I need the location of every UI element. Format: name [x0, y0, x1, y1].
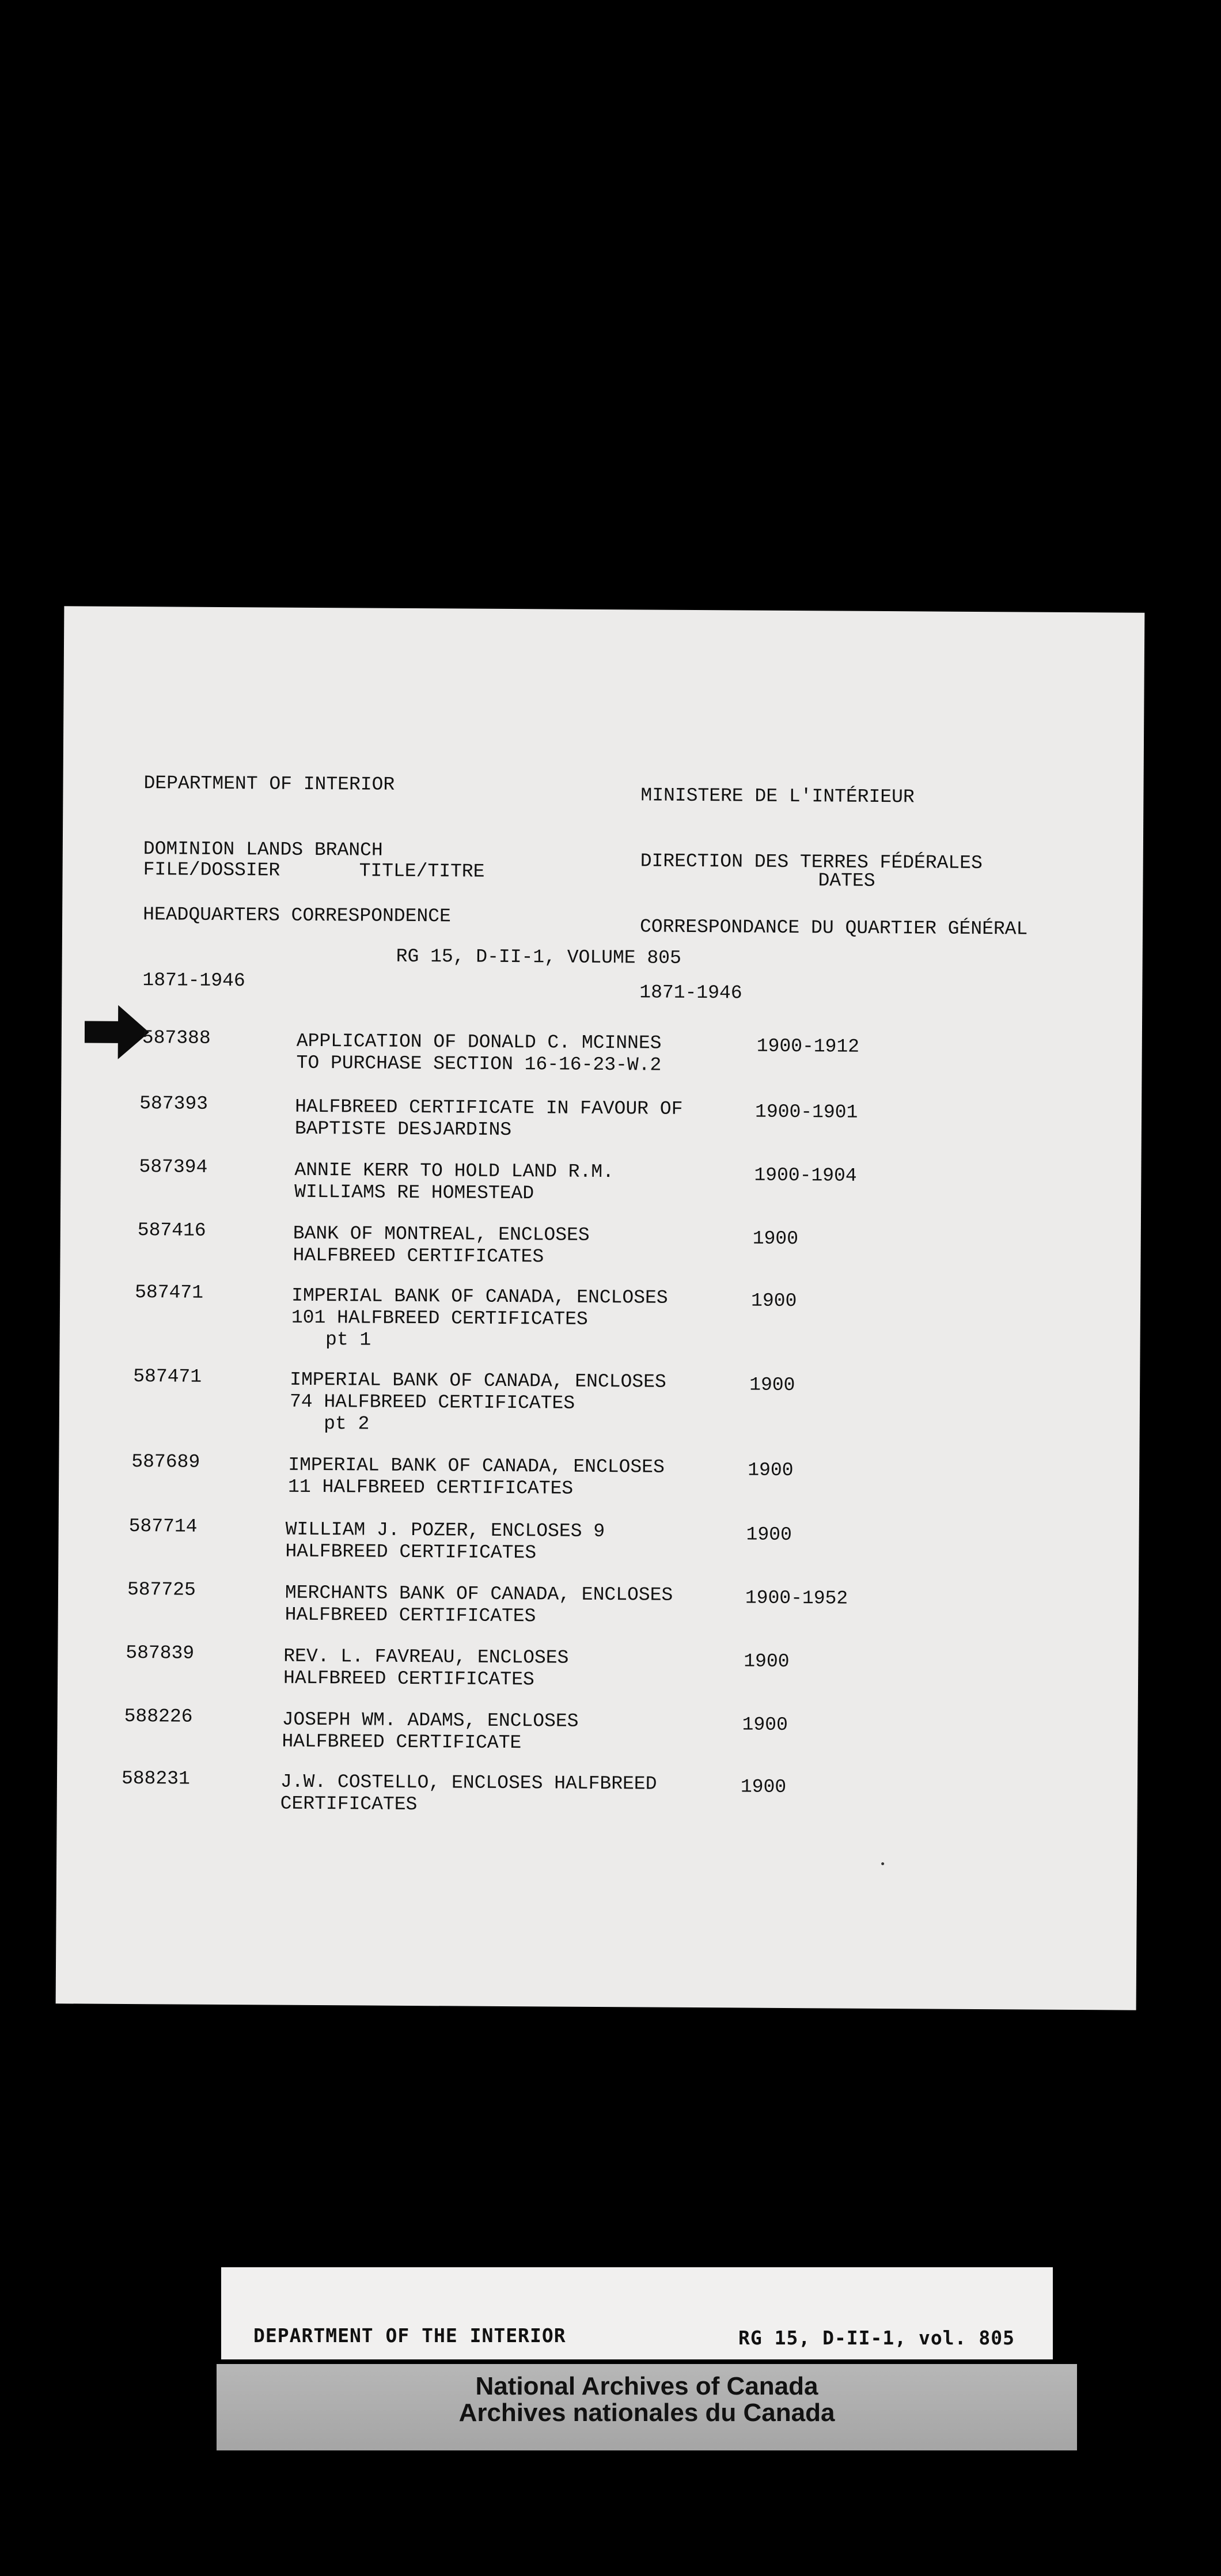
- file-title-line: HALFBREED CERTIFICATE: [282, 1730, 522, 1754]
- file-dates: 1900: [748, 1459, 794, 1482]
- file-dates: 1900: [752, 1228, 799, 1250]
- file-dates: 1900: [746, 1524, 792, 1546]
- file-title-line: HALFBREED CERTIFICATE IN FAVOUR OF: [295, 1096, 683, 1120]
- file-title-line: HALFBREED CERTIFICATES: [283, 1667, 534, 1691]
- file-title-line: IMPERIAL BANK OF CANADA, ENCLOSES: [290, 1369, 666, 1393]
- column-header-file: FILE/DOSSIER: [143, 859, 280, 881]
- file-title-line: BANK OF MONTREAL, ENCLOSES: [293, 1222, 590, 1246]
- file-number: 587394: [139, 1156, 208, 1178]
- file-entry: [58, 1642, 1138, 1691]
- file-title-line: MERCHANTS BANK OF CANADA, ENCLOSES: [285, 1582, 673, 1606]
- header-right-line: DIRECTION DES TERRES FÉDÉRALES: [640, 850, 983, 874]
- file-title: [294, 1160, 614, 1205]
- file-title-line: 101 HALFBREED CERTIFICATES: [291, 1306, 588, 1330]
- file-number: 587839: [126, 1642, 195, 1664]
- file-number: 587393: [139, 1093, 208, 1115]
- file-entry: [59, 1365, 1140, 1435]
- header-right-line: MINISTERE DE L'INTÉRIEUR: [640, 785, 915, 808]
- file-number: 587471: [133, 1366, 202, 1388]
- file-number: 588231: [121, 1767, 190, 1790]
- file-entry: [57, 1767, 1137, 1816]
- file-dates: 1900-1901: [754, 1101, 858, 1123]
- header-left-line: DEPARTMENT OF INTERIOR: [143, 772, 395, 795]
- file-title-line: HALFBREED CERTIFICATES: [293, 1244, 544, 1268]
- file-title: [291, 1285, 668, 1353]
- file-number: 587471: [135, 1282, 204, 1304]
- file-title-line: TO PURCHASE SECTION 16-16-23-W.2: [296, 1052, 662, 1076]
- archive-name-en: National Archives of Canada: [475, 2372, 818, 2400]
- file-dates: 1900-1952: [745, 1587, 848, 1609]
- file-entry: [60, 1281, 1140, 1351]
- file-dates: 1900: [740, 1776, 787, 1798]
- file-dates: 1900-1912: [756, 1035, 860, 1058]
- file-entry: [59, 1450, 1139, 1499]
- file-title: [293, 1223, 589, 1268]
- header-left: [142, 729, 452, 1037]
- file-dates: 1900: [749, 1374, 795, 1396]
- file-title: [280, 1771, 657, 1817]
- file-title-line: WILLIAMS RE HOMESTEAD: [294, 1181, 534, 1204]
- file-title: [283, 1646, 569, 1691]
- document-sheet: [56, 606, 1145, 2010]
- file-title-line: IMPERIAL BANK OF CANADA, ENCLOSES: [291, 1285, 668, 1309]
- file-number: 588226: [124, 1705, 193, 1728]
- header-right-line: CORRESPONDANCE DU QUARTIER GÉNÉRAL: [639, 916, 1028, 940]
- file-dates: 1900: [750, 1290, 797, 1312]
- file-title: [296, 1031, 661, 1077]
- archive-name: [217, 2373, 1077, 2426]
- file-title-line: J.W. COSTELLO, ENCLOSES HALFBREED: [280, 1771, 657, 1795]
- volume-heading: RG 15, D-II-1, VOLUME 805: [396, 945, 681, 969]
- file-title: [295, 1096, 683, 1142]
- pointer-arrow-icon: [85, 1005, 150, 1060]
- header-right-line: 1871-1946: [639, 982, 742, 1004]
- file-number: 587388: [142, 1027, 211, 1049]
- file-entry: [59, 1515, 1139, 1564]
- file-title-line: HALFBREED CERTIFICATES: [285, 1604, 536, 1627]
- file-title-line: BAPTISTE DESJARDINS: [294, 1117, 512, 1141]
- archive-name-fr: Archives nationales du Canada: [458, 2399, 835, 2427]
- file-title-line: ANNIE KERR TO HOLD LAND R.M.: [294, 1159, 615, 1183]
- target-label-line: DEPARTMENT OF THE INTERIOR: [253, 2324, 566, 2347]
- file-entry: [58, 1578, 1139, 1627]
- speck: [881, 1862, 884, 1865]
- archive-target-label: [221, 2267, 1053, 2359]
- file-dates: 1900: [744, 1650, 790, 1673]
- column-header-title: TITLE/TITRE: [359, 860, 485, 882]
- file-dates: 1900-1904: [754, 1164, 857, 1187]
- file-title-line: HALFBREED CERTIFICATES: [285, 1540, 537, 1564]
- file-title-line: pt 1: [291, 1328, 371, 1351]
- file-title: [290, 1369, 666, 1437]
- file-entry: [61, 1156, 1142, 1204]
- file-entry: [60, 1219, 1141, 1268]
- file-title-line: IMPERIAL BANK OF CANADA, ENCLOSES: [288, 1454, 665, 1478]
- file-title: [282, 1709, 578, 1755]
- file-entry: [58, 1705, 1138, 1754]
- header-left-line: HEADQUARTERS CORRESPONDENCE: [143, 904, 451, 927]
- header-right: [639, 741, 1029, 1050]
- file-number: 587714: [128, 1516, 198, 1537]
- file-entry: [61, 1092, 1142, 1141]
- file-title-line: 74 HALFBREED CERTIFICATES: [289, 1391, 575, 1414]
- file-title: [285, 1519, 605, 1564]
- file-title-line: pt 2: [289, 1412, 370, 1435]
- header-left-line: 1871-1946: [142, 969, 245, 992]
- file-number: 587725: [127, 1578, 196, 1601]
- column-header-dates: DATES: [818, 870, 875, 892]
- header-left-line: DOMINION LANDS BRANCH: [143, 838, 383, 861]
- file-title-line: 11 HALFBREED CERTIFICATES: [287, 1476, 574, 1499]
- target-label-line: RG 15, D-II-1, vol. 805: [738, 2327, 1015, 2349]
- file-title-line: JOSEPH WM. ADAMS, ENCLOSES: [282, 1709, 579, 1732]
- file-title-line: REV. L. FAVREAU, ENCLOSES: [283, 1645, 569, 1669]
- file-title-line: WILLIAM J. POZER, ENCLOSES 9: [285, 1518, 605, 1543]
- file-number: 587689: [131, 1451, 200, 1473]
- file-title-line: CERTIFICATES: [280, 1793, 418, 1816]
- file-title: [285, 1582, 673, 1628]
- archive-banner: [217, 2364, 1077, 2450]
- file-title: [288, 1454, 665, 1501]
- file-title-line: APPLICATION OF DONALD C. MCINNES: [296, 1030, 662, 1054]
- file-number: 587416: [137, 1219, 206, 1241]
- file-dates: 1900: [742, 1714, 788, 1736]
